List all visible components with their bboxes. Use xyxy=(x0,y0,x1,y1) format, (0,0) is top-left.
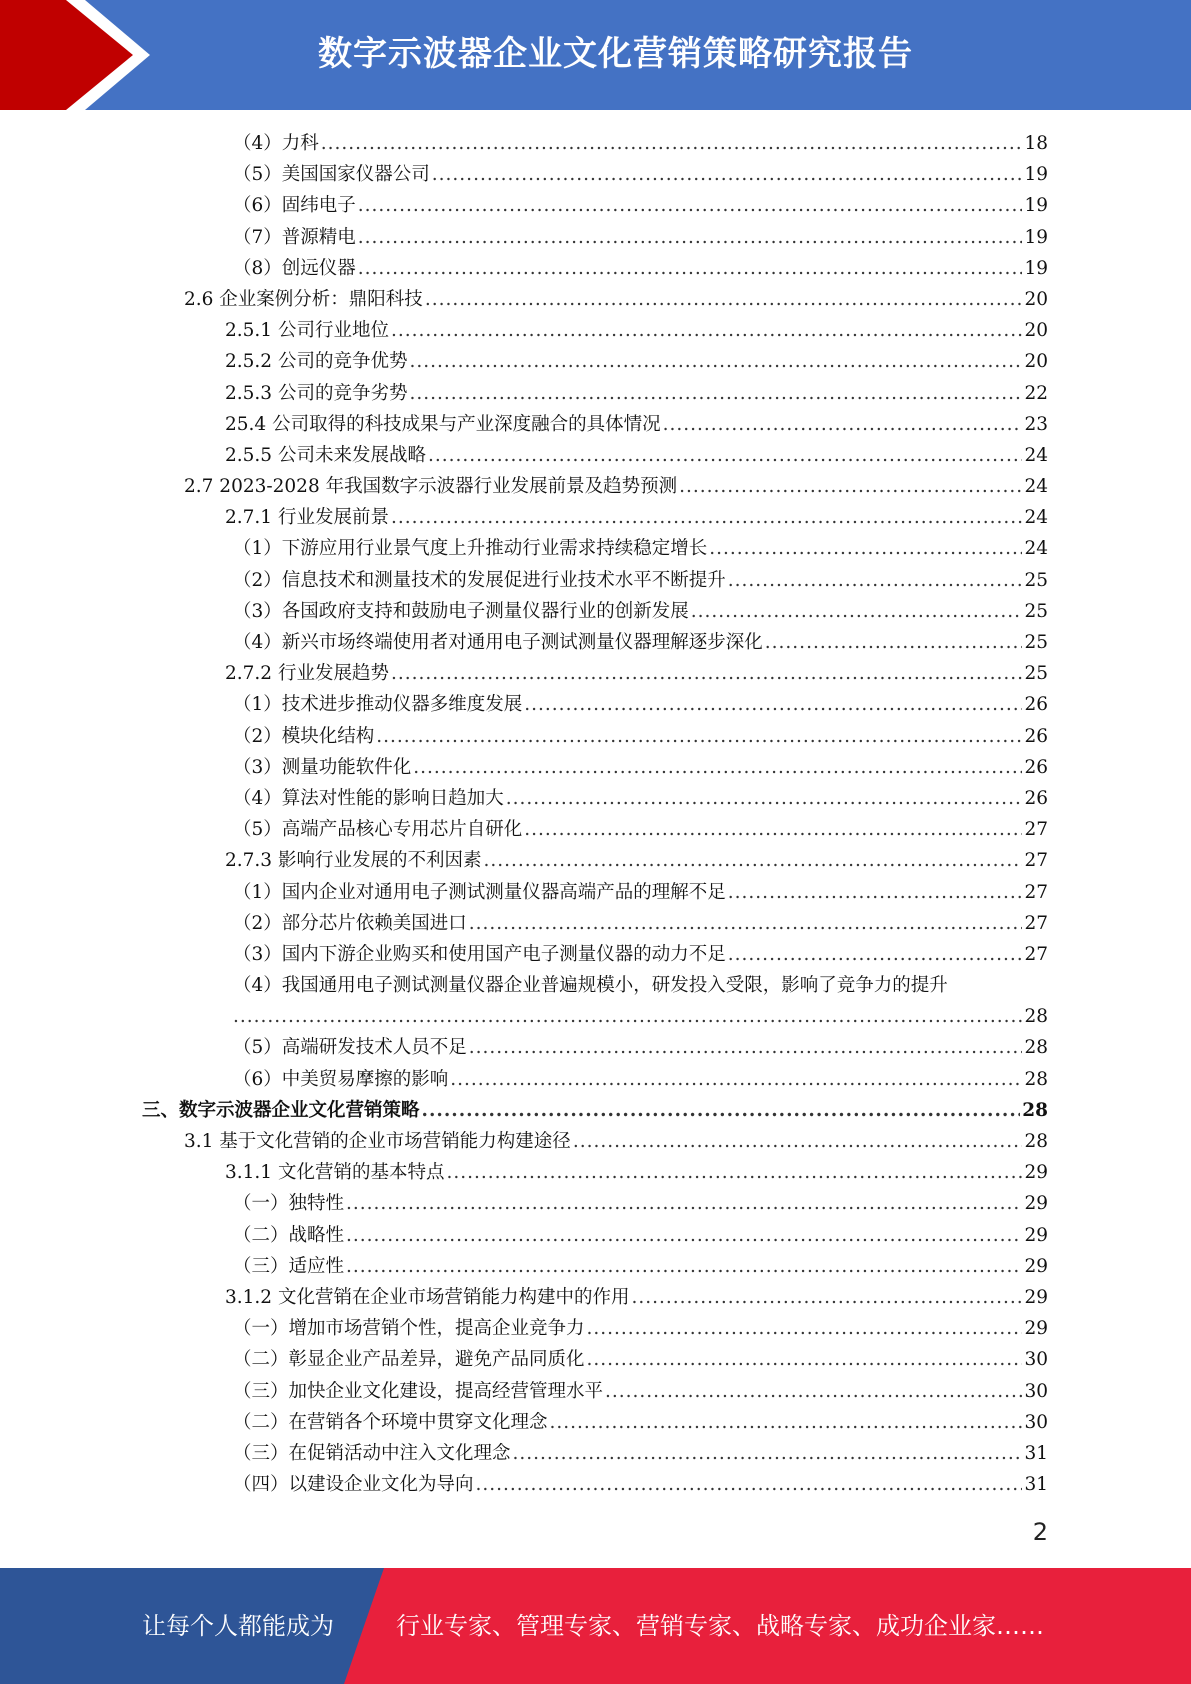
toc-entry[interactable] xyxy=(0,471,1048,502)
table-of-contents xyxy=(0,128,1191,1500)
toc-dot-leader xyxy=(358,190,1023,221)
toc-dot-leader xyxy=(709,533,1022,564)
toc-entry-page: 20 xyxy=(1024,351,1048,373)
toc-entry-title: （1）国内企业对通用电子测试测量仪器高端产品的理解不足 xyxy=(233,881,726,903)
toc-entry[interactable] xyxy=(0,378,1048,409)
toc-dot-leader xyxy=(476,1469,1023,1500)
toc-entry[interactable] xyxy=(0,1126,1048,1157)
toc-entry-title: （四）以建设企业文化为导向 xyxy=(233,1474,474,1496)
toc-entry-title: （4）算法对性能的影响日趋加大 xyxy=(233,787,504,809)
toc-entry[interactable] xyxy=(0,1095,1048,1126)
toc-entry-title: （二）在营销各个环境中贯穿文化理念 xyxy=(233,1411,548,1433)
toc-entry-title: 25.4 公司取得的科技成果与产业深度融合的具体情况 xyxy=(225,413,661,435)
toc-entry-title: （8）创远仪器 xyxy=(233,257,356,279)
toc-entry[interactable] xyxy=(0,877,1048,908)
toc-entry[interactable] xyxy=(0,159,1048,190)
toc-dot-leader xyxy=(428,440,1022,471)
toc-entry-page: 19 xyxy=(1024,226,1048,248)
toc-entry-page: 26 xyxy=(1024,787,1048,809)
toc-entry[interactable] xyxy=(0,627,1048,658)
toc-dot-leader xyxy=(728,939,1023,970)
toc-entry-page: 27 xyxy=(1024,912,1048,934)
toc-entry[interactable] xyxy=(0,1220,1048,1251)
toc-entry[interactable] xyxy=(0,565,1048,596)
toc-entry-title: （二）战略性 xyxy=(233,1224,345,1246)
toc-entry-title: 2.7.1 行业发展前景 xyxy=(225,507,389,529)
toc-dot-leader xyxy=(321,128,1023,159)
toc-entry[interactable] xyxy=(0,502,1048,533)
toc-entry-page: 31 xyxy=(1024,1474,1048,1496)
toc-entry-title: （5）高端研发技术人员不足 xyxy=(233,1037,467,1059)
toc-entry[interactable] xyxy=(0,783,1048,814)
toc-entry-title: 2.5.5 公司未来发展战略 xyxy=(225,444,426,466)
toc-entry-page: 28 xyxy=(1024,1006,1048,1028)
toc-entry-title: （6）固纬电子 xyxy=(233,195,356,217)
toc-entry[interactable] xyxy=(0,190,1048,221)
toc-dot-leader xyxy=(524,814,1022,845)
toc-entry-page: 28 xyxy=(1022,1099,1048,1121)
toc-dot-leader xyxy=(391,658,1022,689)
toc-entry-title: （一）独特性 xyxy=(233,1193,345,1215)
toc-entry-title: 2.7 2023-2028 年我国数字示波器行业发展前景及趋势预测 xyxy=(184,476,678,498)
toc-entry-page: 25 xyxy=(1024,632,1048,653)
toc-entry-page: 25 xyxy=(1024,569,1048,591)
toc-entry[interactable] xyxy=(0,284,1048,315)
toc-dot-leader xyxy=(358,253,1023,284)
toc-entry[interactable] xyxy=(0,533,1048,564)
toc-dot-leader xyxy=(605,1376,1022,1407)
toc-entry-page: 30 xyxy=(1024,1380,1048,1402)
toc-entry-page: 28 xyxy=(1024,1037,1048,1059)
toc-entry[interactable] xyxy=(0,1157,1048,1188)
toc-entry-page: 28 xyxy=(1024,1131,1048,1152)
toc-entry-title: （7）普源精电 xyxy=(233,226,356,248)
toc-dot-leader xyxy=(233,1001,1022,1032)
toc-dot-leader xyxy=(376,721,1022,752)
toc-entry[interactable] xyxy=(0,346,1048,377)
toc-entry[interactable] xyxy=(0,1032,1048,1063)
toc-entry-page: 18 xyxy=(1024,133,1048,154)
toc-dot-leader xyxy=(663,409,1023,440)
toc-entry-title: 三、数字示波器企业文化营销策略 xyxy=(142,1099,420,1121)
toc-entry-page: 26 xyxy=(1024,756,1048,778)
toc-dot-leader xyxy=(587,1313,1023,1344)
toc-entry-page: 27 xyxy=(1024,943,1048,965)
toc-entry[interactable] xyxy=(0,253,1048,284)
toc-entry-title: 2.5.2 公司的竞争优势 xyxy=(225,351,408,373)
toc-entry[interactable] xyxy=(0,409,1048,440)
toc-entry[interactable] xyxy=(0,1407,1048,1438)
toc-entry-page: 19 xyxy=(1024,164,1048,186)
toc-dot-leader xyxy=(587,1344,1023,1375)
toc-dot-leader xyxy=(425,284,1023,315)
toc-entry[interactable] xyxy=(0,1188,1048,1219)
toc-dot-leader xyxy=(765,627,1023,658)
toc-entry-title: 2.7.3 影响行业发展的不利因素 xyxy=(225,850,482,872)
toc-entry[interactable] xyxy=(0,721,1048,752)
toc-entry[interactable] xyxy=(0,970,1048,1001)
toc-entry-title: （4）力科 xyxy=(233,133,319,154)
toc-dot-leader xyxy=(631,1282,1022,1313)
toc-entry[interactable] xyxy=(0,222,1048,253)
toc-dot-leader xyxy=(446,1157,1022,1188)
toc-entry-title: （三）加快企业文化建设，提高经营管理水平 xyxy=(233,1380,604,1402)
toc-entry[interactable] xyxy=(0,1282,1048,1313)
toc-entry-title: （三）在促销活动中注入文化理念 xyxy=(233,1442,511,1464)
toc-entry-page: 24 xyxy=(1024,538,1048,560)
toc-dot-leader xyxy=(346,1251,1022,1282)
toc-entry[interactable] xyxy=(0,1376,1048,1407)
toc-dot-leader xyxy=(469,908,1023,939)
toc-entry-page: 25 xyxy=(1024,663,1048,685)
toc-entry[interactable] xyxy=(0,908,1048,939)
footer-banner xyxy=(0,1568,1191,1684)
toc-entry-page: 31 xyxy=(1024,1442,1048,1464)
toc-dot-leader xyxy=(483,845,1022,876)
toc-entry-title: （1）技术进步推动仪器多维度发展 xyxy=(233,694,523,716)
toc-entry[interactable] xyxy=(0,128,1048,159)
toc-entry-title: 3.1 基于文化营销的企业市场营销能力构建途径 xyxy=(184,1131,571,1152)
toc-dot-leader xyxy=(679,471,1022,502)
toc-entry[interactable] xyxy=(0,1469,1048,1500)
toc-dot-leader xyxy=(409,346,1022,377)
toc-dot-leader xyxy=(391,502,1022,533)
toc-entry-title: （1）下游应用行业景气度上升推动行业需求持续稳定增长 xyxy=(233,538,708,560)
toc-entry-page: 20 xyxy=(1024,320,1048,342)
toc-entry[interactable] xyxy=(0,814,1048,845)
toc-entry-title: 2.7.2 行业发展趋势 xyxy=(225,663,389,685)
toc-dot-leader xyxy=(524,689,1022,720)
toc-entry-title: （5）美国国家仪器公司 xyxy=(233,164,430,186)
toc-entry-page: 27 xyxy=(1024,850,1048,872)
toc-dot-leader xyxy=(422,1095,1021,1126)
toc-entry-title: （三）适应性 xyxy=(233,1255,345,1277)
toc-entry-page: 26 xyxy=(1024,694,1048,716)
toc-dot-leader xyxy=(358,222,1023,253)
toc-entry[interactable] xyxy=(0,845,1048,876)
toc-entry[interactable] xyxy=(0,315,1048,346)
toc-entry[interactable] xyxy=(0,440,1048,471)
toc-entry-title: （二）彰显企业产品差异，避免产品同质化 xyxy=(233,1349,585,1371)
toc-entry-page: 27 xyxy=(1024,881,1048,903)
toc-entry[interactable] xyxy=(0,596,1048,627)
toc-entry[interactable] xyxy=(0,939,1048,970)
toc-entry-page: 28 xyxy=(1024,1068,1048,1090)
toc-entry[interactable] xyxy=(0,1064,1048,1095)
toc-entry-page: 19 xyxy=(1024,257,1048,279)
toc-entry-page: 29 xyxy=(1024,1318,1048,1340)
toc-entry-page: 25 xyxy=(1024,600,1048,622)
footer-slogan-right: 行业专家、管理专家、营销专家、战略专家、成功企业家…… xyxy=(396,1612,1044,1640)
toc-dot-leader xyxy=(469,1032,1023,1063)
page-number: 2 xyxy=(1032,1518,1048,1546)
toc-entry-title: （2）模块化结构 xyxy=(233,725,375,747)
toc-entry-title: 3.1.1 文化营销的基本特点 xyxy=(225,1162,445,1184)
document-title: 数字示波器企业文化营销策略研究报告 xyxy=(318,34,913,74)
toc-dot-leader xyxy=(728,877,1023,908)
toc-dot-leader xyxy=(346,1188,1022,1219)
toc-entry-page: 22 xyxy=(1024,382,1048,404)
toc-dot-leader xyxy=(513,1438,1023,1469)
toc-entry-page: 29 xyxy=(1024,1193,1048,1215)
toc-entry[interactable] xyxy=(0,1344,1048,1375)
toc-entry-title: 2.6 企业案例分析：鼎阳科技 xyxy=(184,288,423,310)
toc-dot-leader xyxy=(506,783,1023,814)
toc-entry[interactable] xyxy=(0,1438,1048,1469)
toc-entry[interactable] xyxy=(0,752,1048,783)
toc-entry-page: 24 xyxy=(1024,507,1048,529)
toc-entry-page: 29 xyxy=(1024,1255,1048,1277)
toc-entry-title: （2）部分芯片依赖美国进口 xyxy=(233,912,467,934)
toc-entry-page: 30 xyxy=(1024,1349,1048,1371)
toc-entry-title: （一）增加市场营销个性，提高企业竞争力 xyxy=(233,1318,585,1340)
toc-dot-leader xyxy=(573,1126,1023,1157)
toc-entry-title: （3）各国政府支持和鼓励电子测量仪器行业的创新发展 xyxy=(233,600,689,622)
toc-entry[interactable] xyxy=(0,1251,1048,1282)
toc-entry-page: 24 xyxy=(1024,476,1048,498)
toc-entry-title: 2.5.1 公司行业地位 xyxy=(225,320,389,342)
toc-dot-leader xyxy=(550,1407,1023,1438)
toc-entry-title: 3.1.2 文化营销在企业市场营销能力构建中的作用 xyxy=(225,1286,630,1308)
toc-entry-page: 24 xyxy=(1024,444,1048,466)
toc-entry-title: （5）高端产品核心专用芯片自研化 xyxy=(233,819,523,841)
toc-entry-page: 26 xyxy=(1024,725,1048,747)
toc-entry-title: （2）信息技术和测量技术的发展促进行业技术水平不断提升 xyxy=(233,569,726,591)
toc-entry-page: 19 xyxy=(1024,195,1048,217)
toc-entry[interactable] xyxy=(0,658,1048,689)
toc-entry-title: （4）新兴市场终端使用者对通用电子测试测量仪器理解逐步深化 xyxy=(233,632,763,653)
footer-slogan-left: 让每个人都能成为 xyxy=(142,1612,334,1640)
toc-entry[interactable] xyxy=(0,689,1048,720)
toc-entry-page: 23 xyxy=(1024,413,1048,435)
toc-entry[interactable] xyxy=(0,1313,1048,1344)
toc-dot-leader xyxy=(450,1064,1022,1095)
toc-dot-leader xyxy=(346,1220,1022,1251)
toc-entry-page: 27 xyxy=(1024,819,1048,841)
toc-dot-leader xyxy=(691,596,1023,627)
toc-entry-page: 29 xyxy=(1024,1286,1048,1308)
toc-entry-page: 29 xyxy=(1024,1224,1048,1246)
toc-dot-leader xyxy=(391,315,1022,346)
toc-entry-title: （6）中美贸易摩擦的影响 xyxy=(233,1068,449,1090)
toc-entry-page: 20 xyxy=(1024,288,1048,310)
toc-entry-title: （3）测量功能软件化 xyxy=(233,756,412,778)
toc-entry-page: 30 xyxy=(1024,1411,1048,1433)
toc-dot-leader xyxy=(413,752,1022,783)
toc-dot-leader xyxy=(432,159,1023,190)
toc-entry[interactable] xyxy=(0,1001,1048,1032)
toc-entry-title: 2.5.3 公司的竞争劣势 xyxy=(225,382,408,404)
toc-dot-leader xyxy=(728,565,1023,596)
toc-entry-page: 29 xyxy=(1024,1162,1048,1184)
header-banner xyxy=(0,0,1191,110)
toc-entry-title: （3）国内下游企业购买和使用国产电子测量仪器的动力不足 xyxy=(233,943,726,965)
toc-dot-leader xyxy=(409,378,1022,409)
toc-entry-title: （4）我国通用电子测试测量仪器企业普遍规模小，研发投入受限，影响了竞争力的提升 xyxy=(233,975,948,997)
